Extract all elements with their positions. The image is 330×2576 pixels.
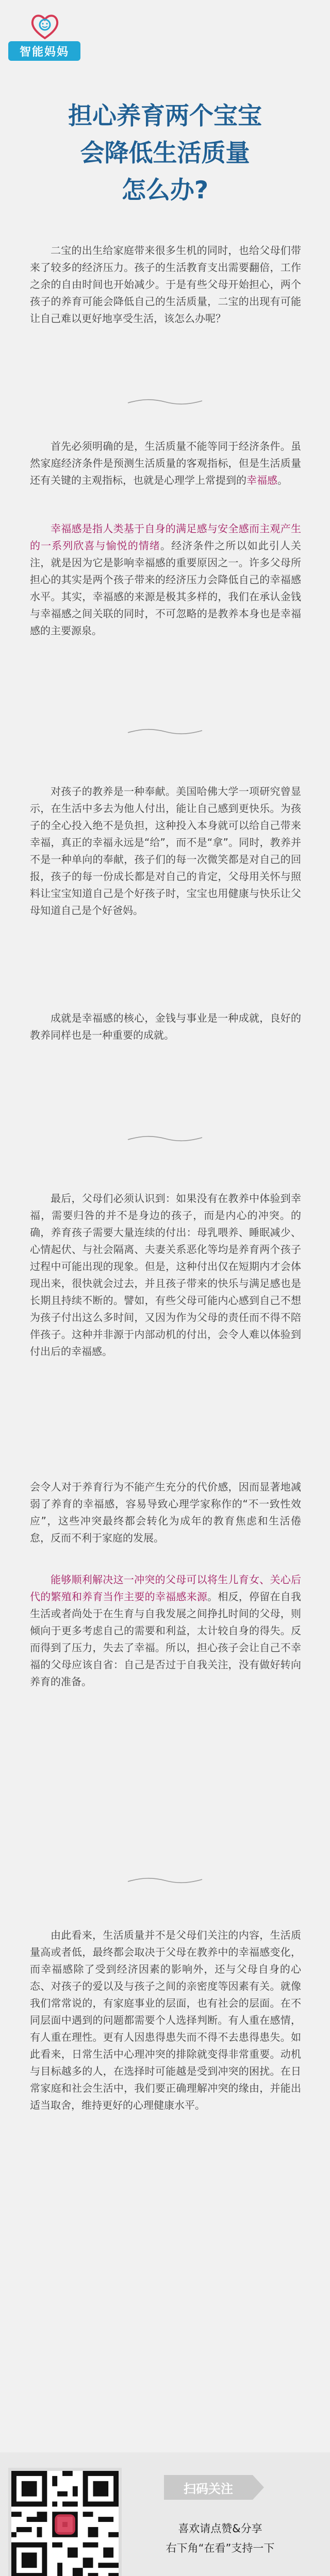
wave-divider-icon (127, 1875, 203, 1886)
footer (0, 2452, 330, 2576)
paragraph-quality-text: 首先必须明确的是，生活质量不能等同于经济条件。虽然家庭经济条件是预测生活质量的客观指标，但是生活质量还有关键的主观指标，也就是心理学上常提到的 (30, 440, 301, 486)
paragraph-dedication: 对孩子的教养是一种奉献。美国哈佛大学一项研究曾显示，在生活中多去为他人付出，能让自己感到更快乐。为孩子的全心投入绝不是负担，这种投入本身就可以给自己带来幸福，真正的幸福永远是“给”，而不是“拿”。同时，教养并不是一种单向的奉献，孩子们的每一次微笑都是对自己的回报，孩子的每一份成长都是对自己的肯定，父母用关怀与照料让宝宝知道自己是个好孩子时，宝宝也用健康与快乐让父母知道自己是个好爸妈。 (30, 785, 301, 917)
paragraph-resolution-text: 。相反，停留在自我生活或者尚处于在生育与自我发展之间挣扎时间的父母，则倾向于更多考虑自己的需要和利益，太计较自身的得失。反而得到了压力，失去了幸福。所以，担心孩子会让自己不幸福的父母应该自省：自己是否过于自我关注，没有做好转向养育的准备。 (30, 1590, 302, 1688)
article-title (31, 98, 299, 209)
wave-divider-icon (127, 726, 203, 737)
brand-logo-text: 智能妈妈 (8, 41, 80, 61)
qr-code[interactable] (8, 2468, 122, 2576)
title-line-2: 会降低生活质量 (80, 139, 250, 167)
paragraph-conflict-continued: 会令人对于养育行为不能产生充分的代价感，因而显著地减弱了养育的幸福感，容易导致心理学家称作的“不一致性效应”，这些冲突最终都会转化为成年的教育焦虑和生活倦怠，反而不利于家庭的发展。 (30, 1481, 301, 1544)
paragraph-happiness-text: 。经济条件之所以如此引人关注，就是因为它是影响幸福感的重要原因之一。许多父母所担心的其实是两个孩子带来的经济压力会降低自己的幸福感水平。其实，幸福感的来源是极其多样的，我们在承认金钱与幸福感之间关联的同时，不可忽略的是教养本身也是幸福感的主要源泉。 (30, 539, 301, 637)
paragraph-conflict: 最后，父母们必须认识到：如果没有在教养中体验到幸福，需要归咎的并不是身边的孩子，而是内心的冲突。的确，养育孩子需要大量连续的付出：母乳喂养、睡眠减少、心情起伏、与社会隔离、夫妻关系恶化等均是养育两个孩子过程中可能出现的现象。但是，这种付出仅在短期内才会体现出来，很快就会过去，并且孩子带来的快乐与满足感也是长期且持续不断的。譬如，有些父母可能内心感到自己不想为孩子付出这么多时间，又因为作为父母的责任而不得不陪伴孩子。这种并非源于内部动机的付出，会令人难以体验到付出后的幸福感。 (30, 1192, 301, 1358)
title-line-1: 担心养育两个宝宝 (68, 102, 262, 130)
scan-follow-label: 扫码关注 (164, 2475, 253, 2500)
scan-arrow-icon (253, 2475, 264, 2500)
wave-divider-icon (127, 397, 203, 407)
happiness-definition: 幸福感是指人类基于自身的满足感与安全感而主观产生的一系列欣喜与愉悦的情绪 (30, 522, 301, 552)
paragraph-conclusion: 由此看来，生活质量并不是父母们关注的内容，生活质量高或者低，最终都会取决于父母在教养中的幸福感变化，而幸福感除了受到经济因素的影响外，还与父母自身的心态、对孩子的爱以及与孩子之间的亲密度等因素有关。就像我们常常说的，有家庭事业的层面，也有社会的层面。在不同层面中遇到的问题都需要个人选择判断。有人重在感情，有人重在理性。更有人因患得患失而不得不去患得患失。如此看来，日常生活中心理冲突的排除就变得非常重要。动机与目标越多的人，在选择时可能越是受到冲突的困扰。在日常家庭和社会生活中，我们要正确理解冲突的缘由，并能出适当取舍，维持更好的心理健康水平。 (30, 1929, 301, 2111)
paragraph-intro: 二宝的出生给家庭带来很多生机的同时，也给父母们带来了较多的经济压力。孩子的生活教育支出需要翻倍，工作之余的自由时间也开始减少。于是有些父母开始担心，两个孩子的养育可能会降低自己的生活质量，二宝的出现有可能让自己难以更好地享受生活，该怎么办呢？ (30, 244, 301, 325)
resolution-highlight: 能够顺利解决这一冲突的父母可以将生儿育女、关心后代的繁殖和养育当作主要的幸福感来源 (30, 1573, 301, 1603)
paragraph-resolution (30, 1571, 301, 1690)
wave-divider-icon (127, 1133, 203, 1144)
keyword-happiness: 幸福感 (246, 474, 277, 486)
qr-code-icon (11, 2471, 119, 2576)
heart-face-logo-icon (29, 9, 61, 41)
title-line-3: 怎么办? (121, 176, 209, 205)
paragraph-achievement: 成就是幸福感的核心，金钱与事业是一种成就，良好的教养同样也是一种重要的成就。 (30, 1012, 301, 1041)
like-share-tip: 喜欢请点赞&分享 (178, 2522, 262, 2535)
paragraph-quality-end: 。 (277, 474, 288, 486)
paragraph-happiness (30, 520, 301, 639)
paragraph-quality (30, 438, 301, 489)
brand-logo[interactable] (8, 9, 80, 65)
in-view-tip: 右下角“在看”支持一下 (166, 2542, 275, 2554)
